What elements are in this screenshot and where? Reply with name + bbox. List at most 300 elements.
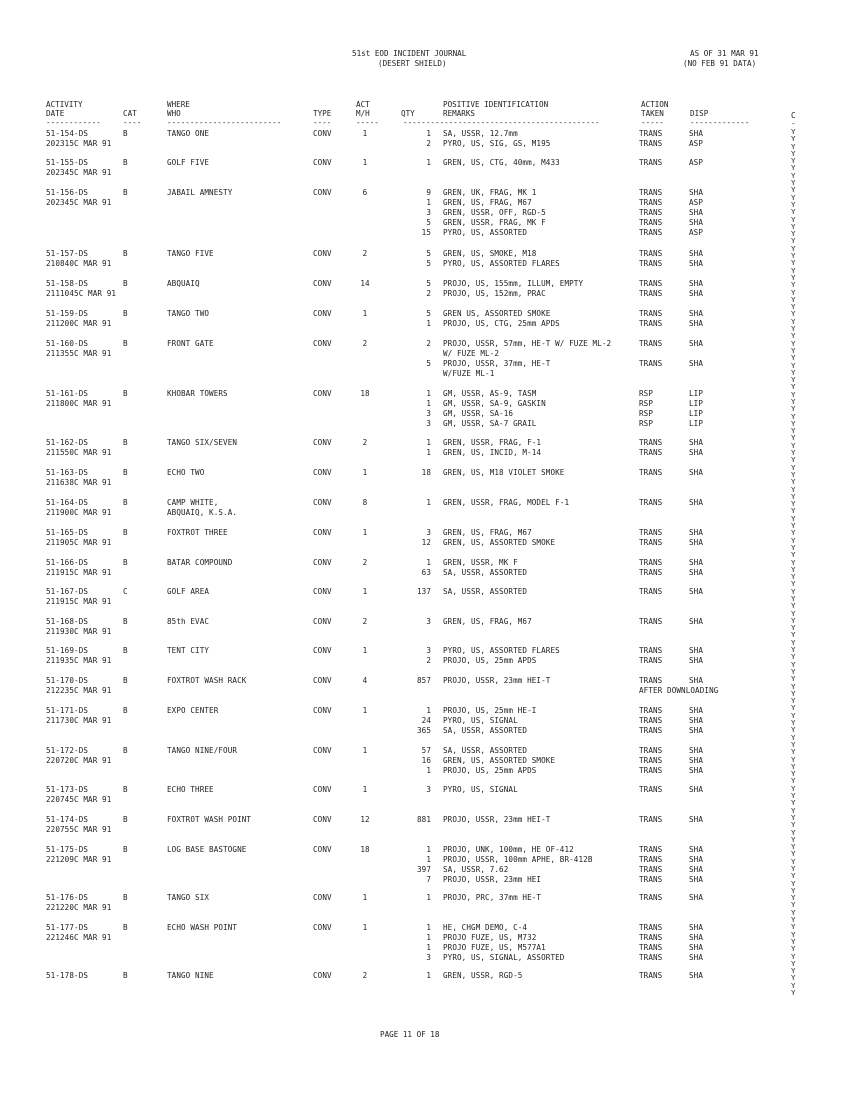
incident-man-hours: 1 [362, 129, 368, 138]
item-action-taken: TRANS [639, 855, 663, 864]
item-action-taken: TRANS [639, 558, 663, 567]
item-disposition: SHA [689, 617, 704, 626]
underline-act: ----- [356, 118, 379, 127]
col-action: ACTION [641, 100, 669, 109]
incident-date: 211355C MAR 91 [46, 349, 112, 358]
item-quantity: 1 [426, 766, 431, 775]
col-c: C [791, 111, 796, 120]
incident-type: CONV [313, 706, 332, 715]
incident-type: CONV [313, 617, 332, 626]
item-remarks: PROJO, US, 25mm HE-I [443, 706, 537, 715]
item-quantity: 137 [416, 587, 431, 596]
item-disposition: SHA [689, 785, 704, 794]
item-remarks: GREN, US, ASSORTED SMOKE [443, 538, 556, 547]
incident-type: CONV [313, 389, 332, 398]
item-action-taken: TRANS [639, 865, 663, 874]
as-of-date: AS OF 31 MAR 91 [690, 49, 759, 58]
item-remarks: PROJO FUZE, US, M732 [443, 933, 537, 942]
item-action-taken: TRANS [639, 971, 663, 980]
incident-id: 51-178-DS [46, 971, 89, 980]
incident-location: KHOBAR TOWERS [167, 389, 228, 398]
item-remarks: PROJO, US, CTG, 25mm APDS [443, 319, 560, 328]
incident-id: 51-174-DS [46, 815, 89, 824]
item-remarks: PROJO, USSR, 57mm, HE-T W/ FUZE ML-2 [443, 339, 612, 348]
incident-category: B [123, 706, 128, 715]
item-remarks: PYRO, US, ASSORTED FLARES [443, 259, 560, 268]
incident-date: 202345C MAR 91 [46, 198, 112, 207]
item-quantity: 16 [421, 756, 431, 765]
incident-date: 212235C MAR 91 [46, 686, 112, 695]
incident-man-hours: 14 [360, 279, 370, 288]
incident-date: 211638C MAR 91 [46, 478, 112, 487]
item-disposition: SHA [689, 568, 704, 577]
incident-date: 221246C MAR 91 [46, 933, 112, 942]
item-disposition: LIP [689, 419, 704, 428]
item-action-taken: TRANS [639, 538, 663, 547]
incident-id: 51-161-DS [46, 389, 89, 398]
incident-id: 51-158-DS [46, 279, 89, 288]
item-quantity: 3 [426, 419, 431, 428]
item-action-taken: TRANS [639, 139, 663, 148]
col-taken: TAKEN [641, 109, 664, 118]
item-disposition: SHA [689, 933, 704, 942]
incident-category: B [123, 129, 128, 138]
item-action-taken: TRANS [639, 259, 663, 268]
incident-date: 210840C MAR 91 [46, 259, 112, 268]
item-quantity: 2 [426, 339, 431, 348]
incident-id: 51-162-DS [46, 438, 89, 447]
item-remarks: PROJO, UNK, 100mm, HE OF-412 [443, 845, 574, 854]
incident-type: CONV [313, 309, 332, 318]
incident-category: B [123, 188, 128, 197]
incident-type: CONV [313, 815, 332, 824]
underline-type: ---- [313, 118, 332, 127]
item-disposition: ASP [689, 198, 704, 207]
item-remarks: GREN, US, ASSORTED SMOKE [443, 756, 556, 765]
item-quantity: 3 [426, 617, 431, 626]
incident-category: B [123, 971, 128, 980]
item-quantity: 18 [421, 468, 431, 477]
c-column: Y Y Y Y Y Y Y Y Y Y Y Y Y Y Y Y Y Y Y Y Y Y Y Y Y Y Y Y Y Y Y Y Y Y Y Y Y Y Y Y Y Y Y Y Y Y Y Y Y Y Y Y Y Y Y Y Y Y Y Y Y Y Y Y Y Y Y Y Y Y Y Y Y Y Y Y Y Y Y Y Y Y Y Y Y Y Y Y Y Y Y Y Y Y Y Y Y Y Y Y Y Y Y Y Y Y Y Y Y Y Y Y Y Y Y Y Y Y Y [791, 127, 796, 998]
item-disposition: SHA [689, 855, 704, 864]
item-disposition: SHA [689, 815, 704, 824]
item-disposition: SHA [689, 923, 704, 932]
item-disposition: ASP [689, 158, 704, 167]
item-remarks: PYRO, US, SIGNAL, ASSORTED [443, 953, 565, 962]
item-disposition: SHA [689, 756, 704, 765]
item-quantity: 1 [426, 933, 431, 942]
incident-man-hours: 1 [362, 158, 368, 167]
item-quantity: 5 [426, 249, 431, 258]
incident-man-hours: 1 [362, 706, 368, 715]
incident-date: 220720C MAR 91 [46, 756, 112, 765]
item-quantity: 5 [426, 259, 431, 268]
item-remarks: SA, USSR, 12.7mm [443, 129, 518, 138]
item-remarks: SA, USSR, ASSORTED [443, 568, 528, 577]
incident-category: B [123, 923, 128, 932]
item-disposition: SHA [689, 865, 704, 874]
item-quantity: 9 [426, 188, 431, 197]
item-action-taken: TRANS [639, 438, 663, 447]
item-quantity: 1 [426, 438, 431, 447]
incident-date: 211905C MAR 91 [46, 538, 112, 547]
item-quantity: 3 [426, 953, 431, 962]
item-action-taken: RSP [639, 389, 654, 398]
incident-type: CONV [313, 893, 332, 902]
incident-man-hours: 12 [360, 815, 370, 824]
journal-subtitle: (DESERT SHIELD) [378, 59, 447, 68]
col-cat: CAT [123, 109, 137, 118]
incident-location: TANGO NINE [167, 971, 214, 980]
incident-man-hours: 2 [362, 558, 368, 567]
item-remarks: PROJO FUZE, US, M577A1 [443, 943, 546, 952]
item-disposition: SHA [689, 845, 704, 854]
incident-id: 51-171-DS [46, 706, 89, 715]
item-action-taken: TRANS [639, 785, 663, 794]
incident-man-hours: 4 [362, 676, 368, 685]
underline-activity: ------------ [46, 118, 101, 127]
incident-date: 211915C MAR 91 [46, 597, 112, 606]
incident-category: B [123, 498, 128, 507]
item-quantity: 1 [426, 558, 431, 567]
incident-man-hours: 8 [362, 498, 368, 507]
item-quantity: 1 [426, 706, 431, 715]
incident-id: 51-177-DS [46, 923, 89, 932]
item-disposition: SHA [689, 249, 704, 258]
item-disposition: LIP [689, 399, 704, 408]
item-remarks: GREN, UK, FRAG, MK 1 [443, 188, 537, 197]
incident-location: FOXTROT THREE [167, 528, 228, 537]
incident-category: B [123, 676, 128, 685]
incident-date: 202345C MAR 91 [46, 168, 112, 177]
incident-date: 211935C MAR 91 [46, 656, 112, 665]
item-action-taken: TRANS [639, 923, 663, 932]
item-quantity: 881 [416, 815, 431, 824]
col-act: ACT [356, 100, 370, 109]
item-quantity: 2 [426, 289, 431, 298]
incident-type: CONV [313, 339, 332, 348]
incident-man-hours: 1 [362, 309, 368, 318]
item-disposition: SHA [689, 528, 704, 537]
item-remarks: SA, USSR, ASSORTED [443, 726, 528, 735]
incident-type: CONV [313, 438, 332, 447]
incident-date: 220755C MAR 91 [46, 825, 112, 834]
incident-date: 220745C MAR 91 [46, 795, 112, 804]
item-disposition: SHA [689, 498, 704, 507]
incident-date: 2111045C MAR 91 [46, 289, 117, 298]
item-action-taken: TRANS [639, 617, 663, 626]
incident-location: ECHO THREE [167, 785, 214, 794]
item-action-taken: RSP [639, 419, 654, 428]
incident-category: B [123, 815, 128, 824]
item-remarks: PROJO, US, 152mm, PRAC [443, 289, 546, 298]
item-disposition: SHA [689, 309, 704, 318]
incident-location: ECHO TWO [167, 468, 205, 477]
item-remarks: PYRO, US, ASSORTED [443, 228, 528, 237]
underline-disp: ------------- [690, 118, 750, 127]
item-disposition: SHA [689, 448, 704, 457]
item-quantity: 1 [426, 198, 431, 207]
item-quantity: 1 [426, 923, 431, 932]
underline-c: - [791, 119, 796, 128]
incident-id: 51-155-DS [46, 158, 89, 167]
incident-man-hours: 2 [362, 971, 368, 980]
incident-type: CONV [313, 845, 332, 854]
col-disp: DISP [690, 109, 709, 118]
item-action-taken: TRANS [639, 498, 663, 507]
incident-location: BATAR COMPOUND [167, 558, 233, 567]
item-disposition: SHA [689, 971, 704, 980]
incident-location: LOG BASE BASTOGNE [167, 845, 247, 854]
item-disposition: SHA [689, 289, 704, 298]
item-quantity: 397 [416, 865, 431, 874]
incident-category: B [123, 785, 128, 794]
item-action-taken: TRANS [639, 953, 663, 962]
item-action-taken: TRANS [639, 279, 663, 288]
incident-location: TANGO SIX/SEVEN [167, 438, 238, 447]
item-remarks: PROJO, USSR, 23mm HEI-T [443, 676, 551, 685]
incident-man-hours: 1 [362, 893, 368, 902]
incident-man-hours: 2 [362, 438, 368, 447]
item-remarks: GREN, USSR, FRAG, F-1 [443, 438, 542, 447]
item-quantity: 1 [426, 893, 431, 902]
item-action-taken: TRANS [639, 587, 663, 596]
incident-man-hours: 1 [362, 587, 368, 596]
item-quantity: 3 [426, 208, 431, 217]
item-remarks: PROJO, USSR, 23mm HEI [443, 875, 542, 884]
item-remarks: PROJO, US, 25mm APDS [443, 656, 537, 665]
item-action-taken: TRANS [639, 339, 663, 348]
incident-id: 51-160-DS [46, 339, 89, 348]
item-disposition: SHA [689, 208, 704, 217]
incident-location: TANGO TWO [167, 309, 210, 318]
as-of-note: (NO FEB 91 DATA) [683, 59, 757, 68]
incident-location: TANGO FIVE [167, 249, 214, 258]
incident-type: CONV [313, 279, 332, 288]
item-disposition: SHA [689, 359, 704, 368]
incident-id: 51-156-DS [46, 188, 89, 197]
item-remarks: PROJO, PRC, 37mm HE-T [443, 893, 542, 902]
incident-date: 211915C MAR 91 [46, 568, 112, 577]
incident-date: 221220C MAR 91 [46, 903, 112, 912]
item-action-taken: TRANS [639, 746, 663, 755]
incident-location: GOLF FIVE [167, 158, 210, 167]
item-disposition: SHA [689, 875, 704, 884]
item-quantity: 3 [426, 785, 431, 794]
incident-category: B [123, 468, 128, 477]
item-action-taken: TRANS [639, 845, 663, 854]
item-quantity: 1 [426, 845, 431, 854]
incident-category: C [123, 587, 128, 596]
item-remarks: SA, USSR, ASSORTED [443, 746, 528, 755]
item-remarks: PYRO, US, ASSORTED FLARES [443, 646, 560, 655]
incident-location: 85th EVAC [167, 617, 210, 626]
item-remarks: GREN, USSR, RGD-5 [443, 971, 523, 980]
item-quantity: 5 [426, 309, 431, 318]
item-remarks: PROJO, US, 155mm, ILLUM, EMPTY [443, 279, 584, 288]
incident-type: CONV [313, 785, 332, 794]
item-action-taken: TRANS [639, 943, 663, 952]
incident-id: 51-164-DS [46, 498, 89, 507]
item-disposition: SHA [689, 716, 704, 725]
item-remarks: GREN, USSR, FRAG, MODEL F-1 [443, 498, 570, 507]
incident-type: CONV [313, 923, 332, 932]
incident-id: 51-159-DS [46, 309, 89, 318]
item-quantity: 12 [421, 538, 431, 547]
incident-category: B [123, 309, 128, 318]
item-remarks: GM, USSR, AS-9, TASM [443, 389, 537, 398]
item-remarks: GREN, USSR, FRAG, MK F [443, 218, 546, 227]
incident-category: B [123, 617, 128, 626]
item-quantity: 3 [426, 646, 431, 655]
incident-location: ABQUAIQ, K.S.A. [167, 508, 238, 517]
incident-category: B [123, 558, 128, 567]
item-quantity: 5 [426, 359, 431, 368]
col-type: TYPE [313, 109, 332, 118]
item-action-taken: TRANS [639, 706, 663, 715]
incident-location: EXPO CENTER [167, 706, 219, 715]
item-action-taken: TRANS [639, 646, 663, 655]
incident-category: B [123, 249, 128, 258]
incident-location: JABAIL AMNESTY [167, 188, 233, 197]
item-remarks: GREN, US, CTG, 40mm, M433 [443, 158, 560, 167]
item-remarks: GREN, USSR, OFF, RGD-5 [443, 208, 546, 217]
item-action-taken: TRANS [639, 893, 663, 902]
item-action-taken: TRANS [639, 448, 663, 457]
incident-man-hours: 18 [360, 389, 370, 398]
incident-id: 51-172-DS [46, 746, 89, 755]
item-action-taken: TRANS [639, 468, 663, 477]
incident-category: B [123, 339, 128, 348]
incident-type: CONV [313, 971, 332, 980]
item-remarks: SA, USSR, 7.62 [443, 865, 509, 874]
incident-category: B [123, 528, 128, 537]
item-quantity: 3 [426, 528, 431, 537]
item-action-taken: TRANS [639, 289, 663, 298]
incident-type: CONV [313, 587, 332, 596]
incident-type: CONV [313, 249, 332, 258]
item-disposition: SHA [689, 726, 704, 735]
item-quantity: 1 [426, 319, 431, 328]
item-disposition: SHA [689, 339, 704, 348]
incident-id: 51-166-DS [46, 558, 89, 567]
item-quantity: 15 [421, 228, 431, 237]
item-quantity: 1 [426, 129, 431, 138]
incident-id: 51-157-DS [46, 249, 89, 258]
incident-date: 211730C MAR 91 [46, 716, 112, 725]
item-disposition: ASP [689, 228, 704, 237]
item-remarks: PYRO, US, SIG, GS, M195 [443, 139, 551, 148]
incident-category: B [123, 158, 128, 167]
col-activity: ACTIVITY [46, 100, 83, 109]
col-positive-id: POSITIVE IDENTIFICATION [443, 100, 549, 109]
incident-type: CONV [313, 188, 332, 197]
item-disposition: LIP [689, 389, 704, 398]
incident-location: FRONT GATE [167, 339, 214, 348]
incident-type: CONV [313, 528, 332, 537]
incident-id: 51-173-DS [46, 785, 89, 794]
item-disposition: SHA [689, 188, 704, 197]
item-quantity: 1 [426, 971, 431, 980]
incident-type: CONV [313, 129, 332, 138]
item-disposition: SHA [689, 319, 704, 328]
incident-date: 221209C MAR 91 [46, 855, 112, 864]
item-disposition: SHA [689, 746, 704, 755]
item-quantity: 1 [426, 498, 431, 507]
item-disposition: SHA [689, 587, 704, 596]
incident-location: CAMP WHITE, [167, 498, 219, 507]
item-quantity: 1 [426, 389, 431, 398]
item-disposition: SHA [689, 766, 704, 775]
item-remarks: W/FUZE ML-1 [443, 369, 495, 378]
incident-id: 51-175-DS [46, 845, 89, 854]
item-remarks: GM, USSR, SA-16 [443, 409, 514, 418]
item-remarks: PYRO, US, SIGNAL [443, 785, 518, 794]
incident-date: 211800C MAR 91 [46, 399, 112, 408]
item-action-taken: RSP [639, 399, 654, 408]
item-action-taken: TRANS [639, 129, 663, 138]
item-remarks: GM, USSR, SA-7 GRAIL [443, 419, 537, 428]
item-action-taken: TRANS [639, 228, 663, 237]
item-action-taken: TRANS [639, 528, 663, 537]
incident-date: 211550C MAR 91 [46, 448, 112, 457]
item-action-taken: TRANS [639, 875, 663, 884]
incident-type: CONV [313, 646, 332, 655]
col-remarks: REMARKS [443, 109, 476, 118]
underline-where: ------------------------- [167, 118, 282, 127]
incident-category: B [123, 746, 128, 755]
incident-type: CONV [313, 158, 332, 167]
item-disposition: SHA [689, 943, 704, 952]
incident-location: TENT CITY [167, 646, 210, 655]
item-remarks: W/ FUZE ML-2 [443, 349, 500, 358]
item-remarks: PROJO, USSR, 37mm, HE-T [443, 359, 551, 368]
underline-remarks: ------------------------------------------- [403, 118, 600, 127]
incident-man-hours: 2 [362, 339, 368, 348]
item-remarks: GREN, US, SMOKE, M18 [443, 249, 537, 258]
item-action-taken: TRANS [639, 568, 663, 577]
incident-location: FOXTROT WASH RACK [167, 676, 247, 685]
item-quantity: 365 [416, 726, 431, 735]
incident-man-hours: 18 [360, 845, 370, 854]
incident-man-hours: 1 [362, 746, 368, 755]
incident-date: 211930C MAR 91 [46, 627, 112, 636]
incident-date: 211900C MAR 91 [46, 508, 112, 517]
item-action-taken: TRANS [639, 188, 663, 197]
item-disposition: SHA [689, 706, 704, 715]
item-disposition: SHA [689, 676, 704, 685]
incident-category: B [123, 279, 128, 288]
item-remarks: GREN, USSR, MK F [443, 558, 518, 567]
item-disposition: SHA [689, 656, 704, 665]
incident-man-hours: 1 [362, 785, 368, 794]
incident-location: TANGO ONE [167, 129, 210, 138]
item-remarks: GREN, US, M18 VIOLET SMOKE [443, 468, 565, 477]
incident-category: B [123, 646, 128, 655]
incident-category: B [123, 389, 128, 398]
item-disposition: SHA [689, 646, 704, 655]
incident-man-hours: 1 [362, 646, 368, 655]
item-disposition: SHA [689, 893, 704, 902]
item-quantity: 1 [426, 448, 431, 457]
item-disposition: SHA [689, 558, 704, 567]
col-mh: M/H [356, 109, 370, 118]
incident-date: 211200C MAR 91 [46, 319, 112, 328]
incident-id: 51-170-DS [46, 676, 89, 685]
incident-location: ECHO WASH POINT [167, 923, 238, 932]
item-action-taken: TRANS [639, 815, 663, 824]
item-remarks: SA, USSR, ASSORTED [443, 587, 528, 596]
